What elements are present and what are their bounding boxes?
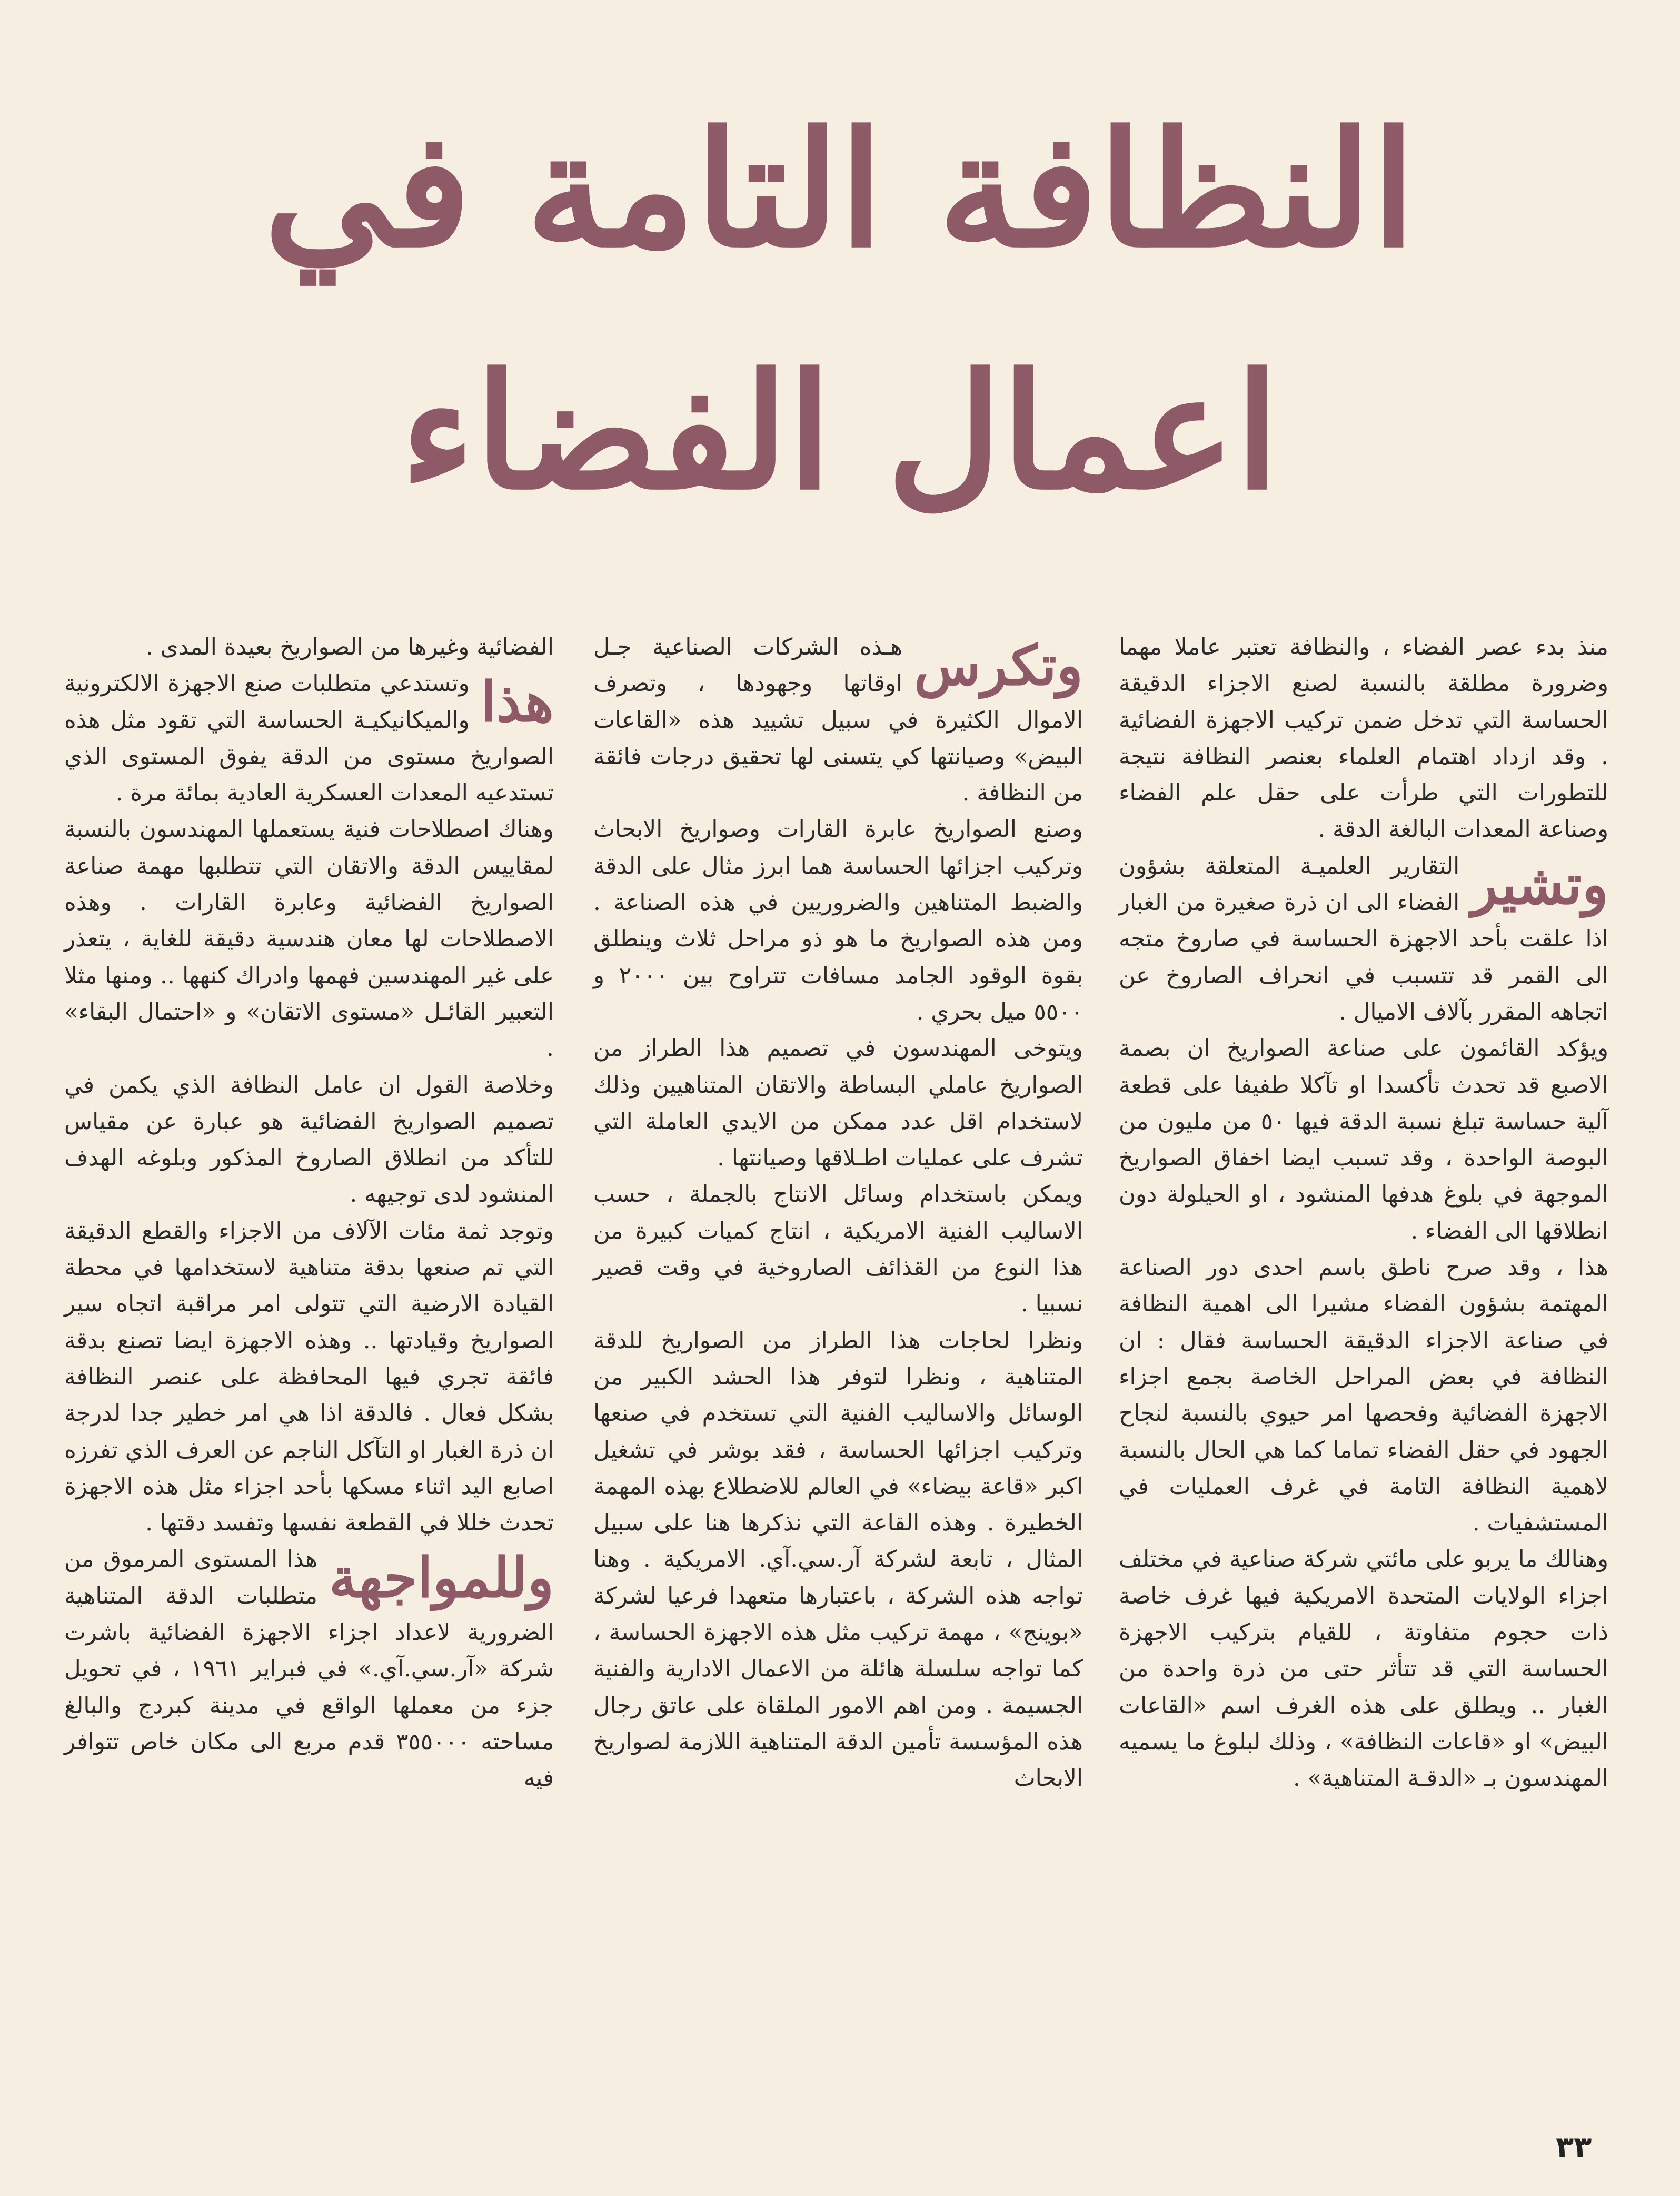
paragraph-text: هذا ، وقد صرح ناطق باسم احدى دور الصناعة المهتمة بشؤون الفضاء مشيرا الى اهمية النظافة في صناعة الاجزاء الدقيقة الحساسة فقال : ان النظافة في بعض المراحل الخاصة بجمع اجزاء الاجهزة الفضائية وفحصها امر حيوي بالنسبة لنجاح الجهود في حقل الفضاء تماما كما هي الحال بالنسبة لاهمية النظافة التامة في غرف العمليات في المستشفيات .: [1119, 1254, 1608, 1537]
article-paragraph: [593, 812, 1083, 1031]
paragraph-lead-word: وتشير: [1471, 852, 1608, 917]
article-paragraph: [1119, 1541, 1608, 1797]
article-paragraph: [64, 1067, 554, 1213]
paragraph-text: وصنع الصواريخ عابرة القارات وصواريخ الابحاث وتركيب اجزائها الحساسة هما ابرز مثال على الدقة والضبط المتناهين والضروريين في هذه الصناعة . ومن هذه الصواريخ ما هو ذو مراحل ثلاث وينطلق بقوة الوقود الجامد مسافات تتراوح بين ٢٠٠٠ و ٥٥٠٠ ميل بحري .: [593, 816, 1083, 1025]
article-paragraph: [1119, 629, 1608, 848]
headline-line-2: اعمال الفضاء: [400, 339, 1279, 525]
paragraph-text: الفضائية وغيرها من الصواريخ بعيدة المدى .: [145, 634, 554, 660]
article-column-middle: [593, 629, 1083, 1797]
article-paragraph: [64, 1541, 554, 1797]
article-column-left: [64, 629, 554, 1797]
paragraph-text: وهنالك ما يربو على مائتي شركة صناعية في مختلف اجزاء الولايات المتحدة الامريكية فيها غرف خاصة ذات حجوم متفاوتة ، للقيام بتركيب الاجهزة الحساسة التي قد تتأثر حتى من ذرة واحدة من الغبار .. ويطلق على هذه الغرف اسم «القاعات البيض» او «قاعات النظافة» ، وذلك لبلوغ ما يسميه المهندسون بـ «الدقـة المتناهية» .: [1119, 1546, 1608, 1792]
article-paragraph: [593, 1031, 1083, 1176]
paragraph-text: ونظرا لحاجات هذا الطراز من الصواريخ للدقة المتناهية ، ونظرا لتوفر هذا الحشد الكبير من الوسائل والاساليب الفنية التي تستخدم في صنعها وتركيب اجزائها الحساسة ، فقد بوشر في تشغيل اكبر «قاعة بيضاء» في العالم للاضطلاع بهذه المهمة الخطيرة . وهذه القاعة التي نذكرها هنا على سبيل المثال ، تابعة لشركة آر.سي.آي. الامريكية . وهنا تواجه هذه الشركة ، باعتبارها متعهدا فرعيا لشركة «بوينج» ، مهمة تركيب مثل هذه الاجهزة الحساسة ، كما تواجه سلسلة هائلة من الاعمال الادارية والفنية الجسيمة . ومن اهم الامور الملقاة على عاتق رجال هذه المؤسسة تأمين الدقة المتناهية اللازمة لصواريخ الابحاث: [593, 1327, 1083, 1792]
paragraph-text: وخلاصة القول ان عامل النظافة الذي يكمن في تصميم الصواريخ الفضائية هو عبارة عن مقياس للتأكد من انطلاق الصاروخ المذكور وبلوغه الهدف المنشود لدى توجيهه .: [64, 1072, 554, 1208]
paragraph-lead-word: وتكرس: [914, 633, 1083, 698]
paragraph-text: وتستدعي متطلبات صنع الاجهزة الالكترونية والميكانيكيـة الحساسة التي تقود مثل هذه الصواريخ مستوى من الدقة يفوق المستوى الذي تستدعيه المعدات العسكرية العادية بمائة مرة .: [64, 670, 554, 807]
paragraph-lead-word: هذا: [481, 669, 554, 735]
page-number: ٣٣: [1556, 2130, 1592, 2164]
paragraph-text: وتوجد ثمة مئات الآلاف من الاجزاء والقطع الدقيقة التي تم صنعها بدقة متناهية لاستخدامها في محطة القيادة الارضية التي تتولى امر مراقبة اتجاه سير الصواريخ وقيادتها .. وهذه الاجهزة ايضا تصنع بدقة فائقة تجري فيها المحافظة على عنصر النظافة بشكل فعال . فالدقة اذا هي امر خطير جدا لدرجة ان ذرة الغبار او التآكل الناجم عن العرف الذي تفرزه اصابع اليد اثناء مسكها بأحد اجزاء مثل هذه الاجهزة تحدث خللا في القطعة نفسها وتفسد دقتها .: [64, 1218, 554, 1537]
article-paragraph: [593, 629, 1083, 812]
article-paragraph: [1119, 1250, 1608, 1541]
article-paragraph: [1119, 848, 1608, 1031]
article-paragraph: [64, 1213, 554, 1542]
paragraph-text: التقارير العلميـة المتعلقة بشؤون الفضاء الى ان ذرة صغيرة من الغبار اذا علقت بأحد الاجهزة الحساسة في صاروخ متجه الى القمر قد تتسبب في انحراف الصاروخ عن اتجاهه المقرر بآلاف الاميال .: [1119, 853, 1608, 1025]
article-paragraph: [593, 1323, 1083, 1797]
paragraph-text: منذ بدء عصر الفضاء ، والنظافة تعتبر عاملا مهما وضرورة مطلقة بالنسبة لصنع الاجزاء الدقيقة الحساسة التي تدخل ضمن تركيب الاجهزة الفضائية . وقد ازداد اهتمام العلماء بعنصر النظافة نتيجة للتطورات التي طرأت على حقل علم الفضاء وصناعة المعدات البالغة الدقة .: [1119, 634, 1608, 843]
paragraph-text: وهناك اصطلاحات فنية يستعملها المهندسون بالنسبة لمقاييس الدقة والاتقان التي تتطلبها مهمة صناعة الصواريخ الفضائية وعابرة القارات . وهذه الاصطلاحات لها معان هندسية دقيقة للغاية ، يتعذر على غير المهندسين فهمها وادراك كنهها .. ومنها مثلا التعبير القائـل «مستوى الاتقان» و «احتمال البقاء» .: [64, 816, 554, 1062]
paragraph-text: هذا المستوى المرموق من متطلبات الدقة المتناهية الضرورية لاعداد اجزاء الاجهزة الفضائية باشرت شركة «آر.سي.آي.» في فبراير ١٩٦١ ، في تحويل جزء من معملها الواقع في مدينة كبردج والبالغ مساحته ٣٥٥٠٠٠ قدم مربع الى مكان خاص تتوافر فيه: [64, 1546, 554, 1792]
article-paragraph: [64, 666, 554, 812]
article-paragraph: [593, 1176, 1083, 1322]
paragraph-text: ويؤكد القائمون على صناعة الصواريخ ان بصمة الاصبع قد تحدث تأكسدا او تآكلا طفيفا على قطعة آلية حساسة تبلغ نسبة الدقة فيها ٥٠ من مليون من البوصة الواحدة ، وقد تسبب ايضا اخفاق الصواريخ الموجهة في بلوغ هدفها المنشود ، او الحيلولة دون انطلاقها الى الفضاء .: [1119, 1035, 1608, 1244]
paragraph-text: ويتوخى المهندسون في تصميم هذا الطراز من الصواريخ عاملي البساطة والاتقان المتناهيين وذلك لاستخدام اقل عدد ممكن من الايدي العاملة التي تشرف على عمليات اطـلاقها وصيانتها .: [593, 1035, 1083, 1172]
headline-line-1: النظافة التامة في: [264, 96, 1416, 282]
article-column-right: [1119, 629, 1608, 1797]
article-paragraph: [64, 812, 554, 1067]
paragraph-text: ويمكن باستخدام وسائل الانتاج بالجملة ، حسب الاساليب الفنية الامريكية ، انتاج كميات كبيرة من هذا النوع من القذائف الصاروخية في وقت قصير نسبيا .: [593, 1181, 1083, 1318]
paragraph-lead-word: وللمواجهة: [329, 1545, 554, 1610]
article-paragraph: [1119, 1031, 1608, 1250]
paragraph-text: هـذه الشركات الصناعية جـل اوقاتها وجهودها ، وتصرف الاموال الكثيرة في سبيل تشييد هذه «القاعات البيض» وصيانتها كي يتسنى لها تحقيق درجات فائقة من النظافة .: [593, 634, 1083, 807]
article-paragraph: [64, 629, 554, 666]
